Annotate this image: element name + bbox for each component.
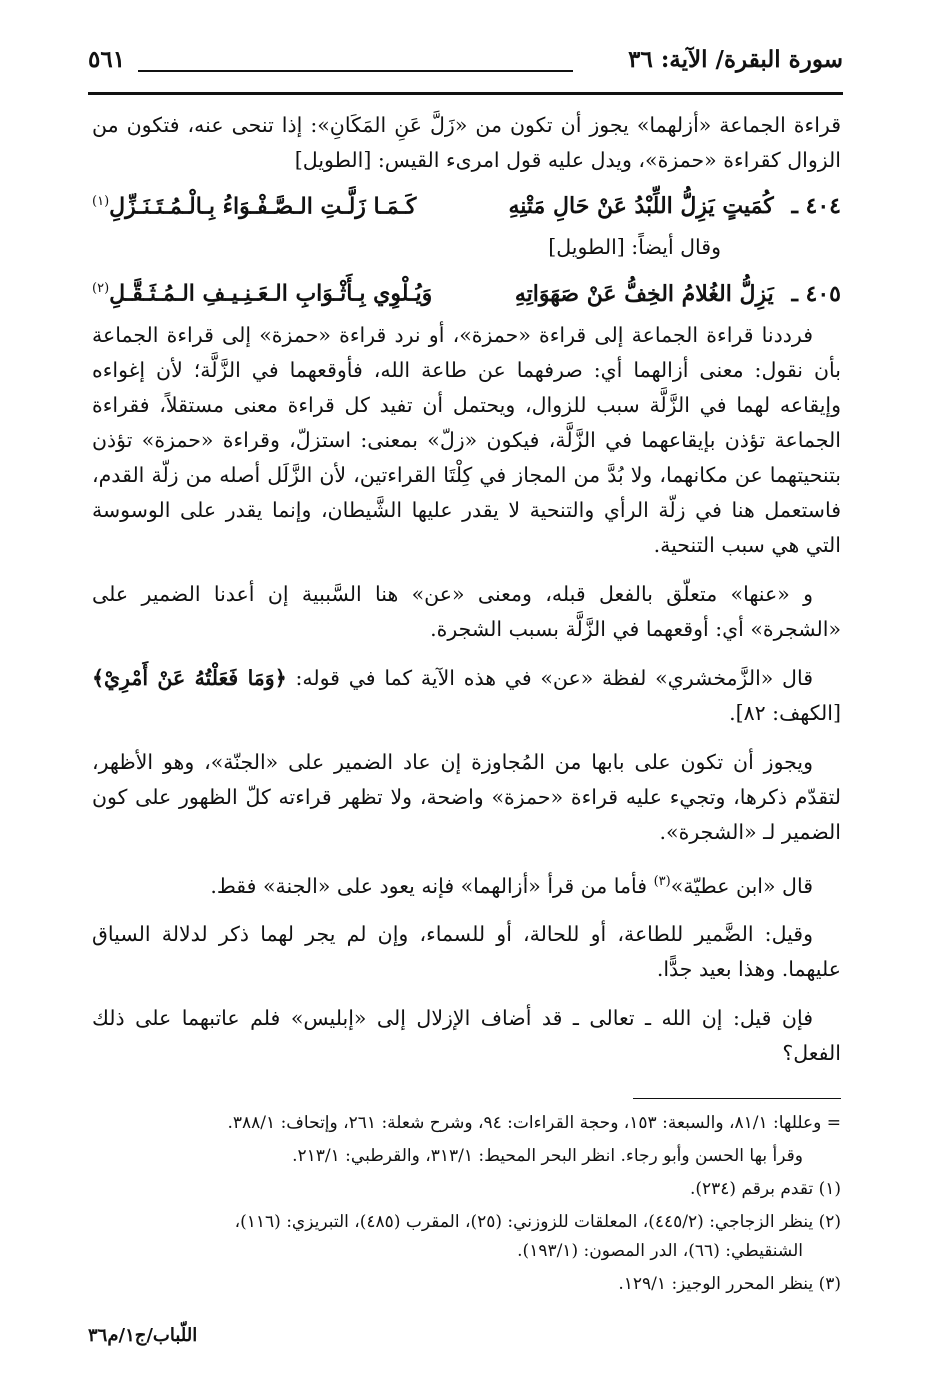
verse-hemistich-first	[508, 186, 841, 226]
verse-second-half: كَـمَـا زَلَّـتِ الـصَّـفْـوَاءُ بِـالْـمُـتَـنَـزِّلِ	[109, 193, 417, 220]
running-header	[88, 40, 843, 95]
footnote-2	[92, 1208, 841, 1266]
footnote-marker: (٣)	[653, 873, 671, 889]
signature-mark: اللّباب/ج١/م٣٦	[88, 1325, 198, 1346]
paragraph-ibn-atiyya	[92, 864, 841, 904]
paragraph-question: فإن قيل: إن الله ـ تعالى ـ قد أضاف الإزلال إلى «إبليس» فلم عاتبهما على ذلك الفعل؟	[92, 1006, 841, 1066]
footnote-3: (٣) ينظر المحرر الوجيز: ١٢٩/١.	[618, 1274, 841, 1294]
continuation-marker: =	[826, 1113, 841, 1133]
paragraph-intro: قراءة الجماعة «أزلهما» يجوز أن تكون من «زَلَّ عَنِ المَكَانِ»: إذا تنحى عنه، فتكون من الزوال كقراءة «حمزة»، ويدل عليه قول امرىء القيس: [الطويل]	[92, 113, 841, 172]
surah-reference: [الكهف: ٨٢].	[729, 700, 841, 725]
paragraph-qila: وقيل: الضَّمير للطاعة، أو للحالة، أو للسماء، وإن لم يجر لهما ذكر لدلالة السياق عليهما. وهذا بعيد جدًّا.	[92, 922, 841, 982]
footnote-marker: (١)	[92, 194, 110, 209]
continuation-text: وعللها: ٨١/١، والسبعة: ١٥٣، وحجة القراءات: ٩٤، وشرح شعلة: ٢٦١، وإتحاف: ٣٨٨/١.	[227, 1113, 822, 1133]
zamakhshari-text: قال «الزَّمخشري» لفظة «عن» في هذه الآية كما في قوله:	[295, 665, 813, 690]
footnote-1: (١) تقدم برقم (٢٣٤).	[689, 1179, 841, 1199]
quran-quote: ﴿وَمَا فَعَلْتُهُ عَنْ أَمْرِيْ﴾	[92, 665, 287, 690]
poetry-verse-405	[92, 269, 841, 313]
footnote-2-line-2: الشنقيطي: (٦٦)، الدر المصون: (١٩٣/١).	[517, 1241, 803, 1261]
ibn-atiyya-text: قال «ابن عطيّة»	[670, 873, 813, 898]
paragraph-zamakhshari	[92, 661, 841, 731]
verse-second-half: وَيُـلْوِي بِـأَثْـوَابِ الـعَـنِـيـفِ الـمُـثَـقَّـلِ	[109, 280, 433, 307]
footnote-continuation-line: وقرأ بها الحسن وأبو رجاء. انظر البحر المحيط: ٣١٣/١، والقرطبي: ٢١٣/١.	[292, 1146, 803, 1166]
footnote-marker: (٢)	[92, 281, 110, 297]
poetry-verse-404	[92, 182, 841, 226]
verse-number: ٤٠٤ ـ	[791, 193, 841, 220]
verse-hemistich-first	[515, 274, 841, 314]
paragraph-an-ha: و «عنها» متعلّق بالفعل قبله، ومعنى «عن» هنا السَّببية إن أعدنا الضمير على «الشجرة» أي: أوقعهما في الزَّلَّة بسبب الشجرة.	[92, 581, 841, 641]
surah-verse-title: سورة البقرة/ الآية: ٣٦	[628, 46, 843, 73]
footnote-separator	[633, 1098, 841, 1099]
verse-number: ٤٠٥ ـ	[791, 280, 841, 307]
footnote-continuation	[92, 1109, 841, 1138]
paragraph-discussion: فرددنا قراءة الجماعة إلى قراءة «حمزة»، أو نرد قراءة «حمزة» إلى قراءة الجماعة بأن نقول: معنى أزالهما أي: صرفهما عن طاعة الله، فأوقعهما في الزَّلَّة؛ لأن إغواءه وإيقاعه لهما في الزَّلَّة سبب للزوال، ويحتمل أن تفيد كل قراءة معنى مستقلاً، فقراءة الجماعة تؤذن بإيقاعهما في الزَّلَّة، فيكون «زلّ» بمعنى: استزلّ، وقراءة «حمزة» تؤذن بتنحيتهما عن مكانهما، ولا بُدَّ من المجاز في كِلْتَا القراءتين، لأن الزَّلَل أصله من زلّة القدم، فاستعمل هنا في زلّة الرأي والتنحية لا يقدر عليها الشَّيطان، وإنما يقدر على الوسوسة التي هي سبب التنحية.	[92, 322, 841, 557]
footnote-2-line-1: (٢) ينظر الزجاجي: (٤٤٥/٢)، المعلقات للزوزني: (٢٥)، المقرب (٤٨٥)، التبريزي: (١١٦)،	[234, 1212, 841, 1232]
verse-first-half: يَزِلُّ الغُلامُ الخِفُّ عَنْ صَهَوَاتِهِ	[514, 280, 774, 307]
ibn-atiyya-rest: فأما من قرأ «أزالهما» فإنه يعود على «الجنة» فقط.	[210, 873, 648, 898]
paragraph-also: وقال أيضاً: [الطويل]	[548, 235, 721, 260]
page-number: ٥٦١	[88, 46, 126, 73]
verse-hemistich-second	[92, 269, 432, 313]
footnotes-section	[92, 1098, 841, 1303]
paragraph-mujawaza: ويجوز أن تكون على بابها من المُجاوزة إن عاد الضمير على «الجنّة»، وهو الأظهر، لتقدّم ذكرها، وتجيء عليه قراءة «حمزة» واضحة، ولا تظهر قراءته كلّ الظهور على كون الضمير لـ «الشجرة».	[92, 749, 841, 844]
verse-first-half: كُمَيتٍ يَزِلُّ اللِّبْدُ عَنْ حَالِ مَتْنِهِ	[508, 193, 774, 220]
main-text	[92, 108, 841, 1071]
header-rule	[138, 70, 573, 72]
verse-hemistich-second	[92, 182, 416, 226]
